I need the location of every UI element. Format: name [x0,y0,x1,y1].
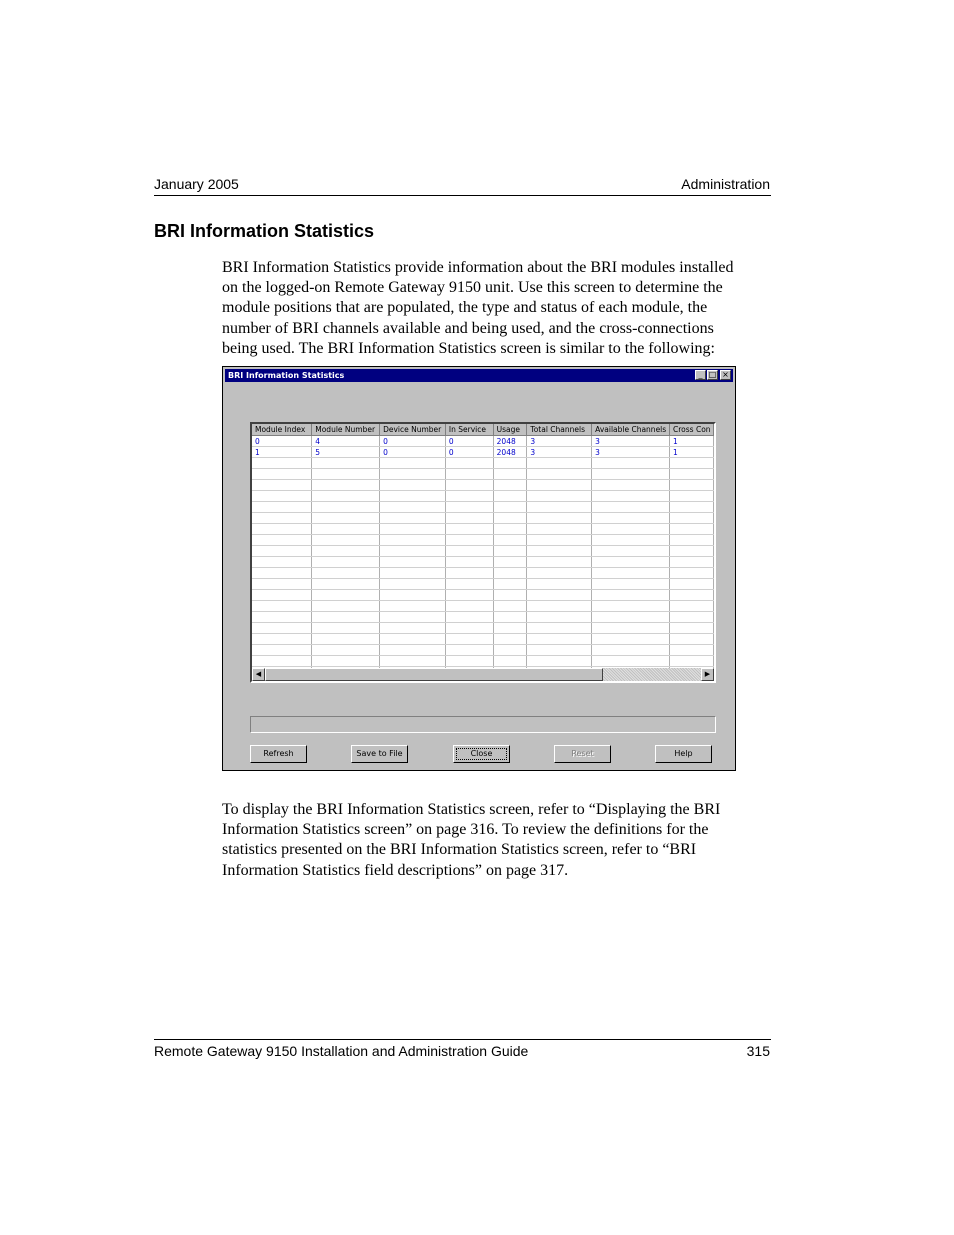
empty-cell [527,645,592,656]
empty-cell [445,590,493,601]
empty-row [252,502,714,513]
empty-cell [380,491,446,502]
empty-cell [670,579,714,590]
empty-cell [312,590,380,601]
empty-row [252,634,714,645]
cell: 1 [252,447,312,458]
empty-row [252,557,714,568]
empty-cell [670,656,714,667]
empty-cell [445,656,493,667]
header-section: Administration [681,176,770,192]
empty-cell [252,535,312,546]
empty-cell [592,568,670,579]
empty-cell [592,480,670,491]
table-row[interactable] [252,436,714,447]
empty-cell [380,546,446,557]
empty-cell [527,601,592,612]
empty-cell [527,590,592,601]
empty-cell [592,557,670,568]
window-title: BRI Information Statistics [228,371,345,380]
empty-cell [380,590,446,601]
empty-cell [380,480,446,491]
col-in-service[interactable]: In Service [445,424,493,436]
empty-cell [380,502,446,513]
empty-cell [312,634,380,645]
empty-cell [252,469,312,480]
cell: 3 [592,436,670,447]
empty-cell [670,568,714,579]
save-to-file-button[interactable]: Save to File [351,745,408,763]
followup-line: statistics presented on the BRI Information Statistics screen, refer to “BRI [222,841,697,859]
empty-cell [312,491,380,502]
empty-cell [670,645,714,656]
status-bar [250,716,716,733]
empty-cell [493,535,527,546]
empty-cell [493,524,527,535]
empty-cell [527,502,592,513]
empty-cell [380,656,446,667]
statistics-table [252,424,714,678]
reset-button: Reset [554,745,611,763]
empty-cell [527,568,592,579]
empty-cell [670,601,714,612]
empty-cell [592,612,670,623]
empty-row [252,524,714,535]
empty-cell [380,524,446,535]
page-number: 315 [746,1043,770,1059]
empty-cell [670,590,714,601]
cell: 1 [670,447,714,458]
empty-cell [592,535,670,546]
empty-cell [670,546,714,557]
empty-cell [592,601,670,612]
empty-cell [445,623,493,634]
empty-cell [493,491,527,502]
col-device-number[interactable]: Device Number [380,424,446,436]
empty-cell [252,491,312,502]
cell: 3 [527,447,592,458]
empty-cell [445,579,493,590]
empty-cell [527,623,592,634]
cell: 5 [312,447,380,458]
table-row[interactable] [252,447,714,458]
empty-cell [670,469,714,480]
empty-row [252,579,714,590]
empty-cell [592,524,670,535]
empty-cell [527,524,592,535]
scroll-track[interactable] [603,668,701,681]
intro-line: BRI Information Statistics provide information about the BRI modules installed [222,259,734,276]
empty-row [252,612,714,623]
empty-cell [493,623,527,634]
empty-cell [380,458,446,469]
empty-cell [252,645,312,656]
empty-cell [670,458,714,469]
section-title: BRI Information Statistics [154,221,375,241]
empty-cell [252,546,312,557]
empty-row [252,645,714,656]
empty-cell [312,579,380,590]
empty-cell [670,623,714,634]
followup-line: To display the BRI Information Statistics screen, refer to “Displaying the BRI [222,801,721,818]
empty-cell [445,480,493,491]
empty-cell [445,546,493,557]
empty-cell [312,513,380,524]
empty-cell [592,469,670,480]
help-button[interactable]: Help [655,745,712,763]
cell: 3 [527,436,592,447]
col-available-channels[interactable]: Available Channels [592,424,670,436]
empty-cell [493,601,527,612]
empty-row [252,513,714,524]
cell: 2048 [493,436,527,447]
cell: 0 [445,436,493,447]
empty-cell [527,579,592,590]
empty-cell [493,458,527,469]
empty-cell [592,645,670,656]
col-total-channels[interactable]: Total Channels [527,424,592,436]
col-cross-connections[interactable]: Cross Con [670,424,714,436]
empty-cell [592,502,670,513]
empty-cell [445,568,493,579]
empty-cell [493,546,527,557]
empty-cell [527,469,592,480]
empty-cell [312,568,380,579]
empty-cell [670,513,714,524]
intro-line: module positions that are populated, the type and status of each module, the [222,299,708,317]
empty-cell [252,524,312,535]
empty-row [252,601,714,612]
cell: 3 [592,447,670,458]
empty-cell [445,612,493,623]
followup-line: Information Statistics screen” on page 316. To review the definitions for the [222,821,709,839]
bri-statistics-window [222,366,736,771]
empty-row [252,535,714,546]
scroll-thumb[interactable] [265,668,603,681]
empty-cell [592,623,670,634]
empty-cell [445,535,493,546]
empty-row [252,480,714,491]
empty-cell [592,590,670,601]
close-icon[interactable]: × [720,370,731,380]
header-rule [154,195,771,196]
minimize-icon[interactable]: _ [695,370,706,380]
empty-cell [312,612,380,623]
empty-cell [493,480,527,491]
empty-cell [252,480,312,491]
footer-title: Remote Gateway 9150 Installation and Administration Guide [154,1043,529,1059]
empty-cell [312,546,380,557]
empty-cell [527,656,592,667]
empty-cell [252,601,312,612]
cell: 0 [252,436,312,447]
empty-cell [527,535,592,546]
intro-line: being used. The BRI Information Statistics screen is similar to the following: [222,339,715,357]
empty-cell [592,513,670,524]
empty-cell [493,634,527,645]
empty-cell [380,469,446,480]
empty-cell [493,557,527,568]
empty-cell [670,502,714,513]
window-title-bar[interactable] [225,369,733,382]
horizontal-scrollbar[interactable] [252,668,714,681]
empty-cell [380,568,446,579]
empty-cell [493,469,527,480]
scroll-right-icon[interactable]: ▶ [701,668,714,681]
followup-line: Information Statistics field descriptions” on page 317. [222,861,569,879]
empty-cell [380,535,446,546]
close-button[interactable]: Close [453,745,510,763]
empty-cell [493,656,527,667]
empty-cell [445,491,493,502]
empty-cell [252,557,312,568]
col-module-number[interactable]: Module Number [312,424,380,436]
empty-cell [493,579,527,590]
empty-cell [380,557,446,568]
empty-cell [312,535,380,546]
empty-cell [670,612,714,623]
empty-cell [670,491,714,502]
refresh-button[interactable]: Refresh [250,745,307,763]
cell: 0 [445,447,493,458]
empty-row [252,568,714,579]
table-header-row [252,424,714,436]
empty-row [252,491,714,502]
cell: 0 [380,436,446,447]
empty-cell [493,645,527,656]
cell: 4 [312,436,380,447]
empty-cell [592,546,670,557]
empty-cell [312,645,380,656]
empty-cell [312,557,380,568]
empty-row [252,590,714,601]
empty-cell [527,612,592,623]
empty-cell [527,557,592,568]
empty-cell [670,480,714,491]
empty-cell [592,579,670,590]
empty-cell [252,656,312,667]
empty-cell [592,634,670,645]
empty-cell [312,623,380,634]
empty-cell [445,634,493,645]
empty-cell [312,601,380,612]
empty-cell [670,535,714,546]
empty-row [252,623,714,634]
empty-row [252,458,714,469]
empty-cell [312,524,380,535]
empty-cell [252,502,312,513]
empty-cell [380,601,446,612]
empty-cell [445,469,493,480]
cell: 0 [380,447,446,458]
empty-cell [592,491,670,502]
empty-cell [445,601,493,612]
empty-cell [252,513,312,524]
empty-cell [312,502,380,513]
empty-cell [493,612,527,623]
intro-paragraph [222,258,782,359]
empty-cell [445,458,493,469]
empty-cell [527,634,592,645]
intro-line: number of BRI channels available and being used, and the cross-connections [222,319,714,337]
empty-cell [527,480,592,491]
empty-cell [380,623,446,634]
empty-row [252,546,714,557]
footer-rule [154,1039,771,1040]
col-usage[interactable]: Usage [493,424,527,436]
cell: 1 [670,436,714,447]
empty-cell [592,656,670,667]
empty-row [252,469,714,480]
empty-cell [493,568,527,579]
intro-line: on the logged-on Remote Gateway 9150 unit. Use this screen to determine the [222,279,723,297]
empty-cell [445,513,493,524]
empty-cell [252,579,312,590]
empty-cell [445,524,493,535]
empty-cell [670,524,714,535]
empty-cell [493,502,527,513]
empty-cell [493,590,527,601]
empty-cell [312,656,380,667]
empty-cell [380,579,446,590]
empty-cell [312,480,380,491]
empty-cell [252,568,312,579]
followup-paragraph [222,800,782,881]
empty-cell [252,634,312,645]
empty-cell [527,491,592,502]
maximize-icon[interactable]: □ [708,370,717,379]
empty-cell [252,590,312,601]
empty-cell [312,458,380,469]
empty-cell [312,469,380,480]
statistics-grid[interactable] [250,422,716,683]
empty-cell [380,612,446,623]
scroll-left-icon[interactable]: ◀ [252,668,265,681]
empty-cell [380,645,446,656]
col-module-index[interactable]: Module Index [252,424,312,436]
empty-cell [592,458,670,469]
empty-cell [527,513,592,524]
empty-cell [252,612,312,623]
empty-cell [252,458,312,469]
empty-cell [527,458,592,469]
empty-cell [493,513,527,524]
empty-cell [445,502,493,513]
empty-cell [252,623,312,634]
empty-cell [527,546,592,557]
empty-cell [670,634,714,645]
empty-cell [670,557,714,568]
empty-row [252,656,714,667]
empty-cell [380,513,446,524]
empty-cell [445,645,493,656]
cell: 2048 [493,447,527,458]
header-date: January 2005 [154,176,239,192]
empty-cell [380,634,446,645]
empty-cell [445,557,493,568]
